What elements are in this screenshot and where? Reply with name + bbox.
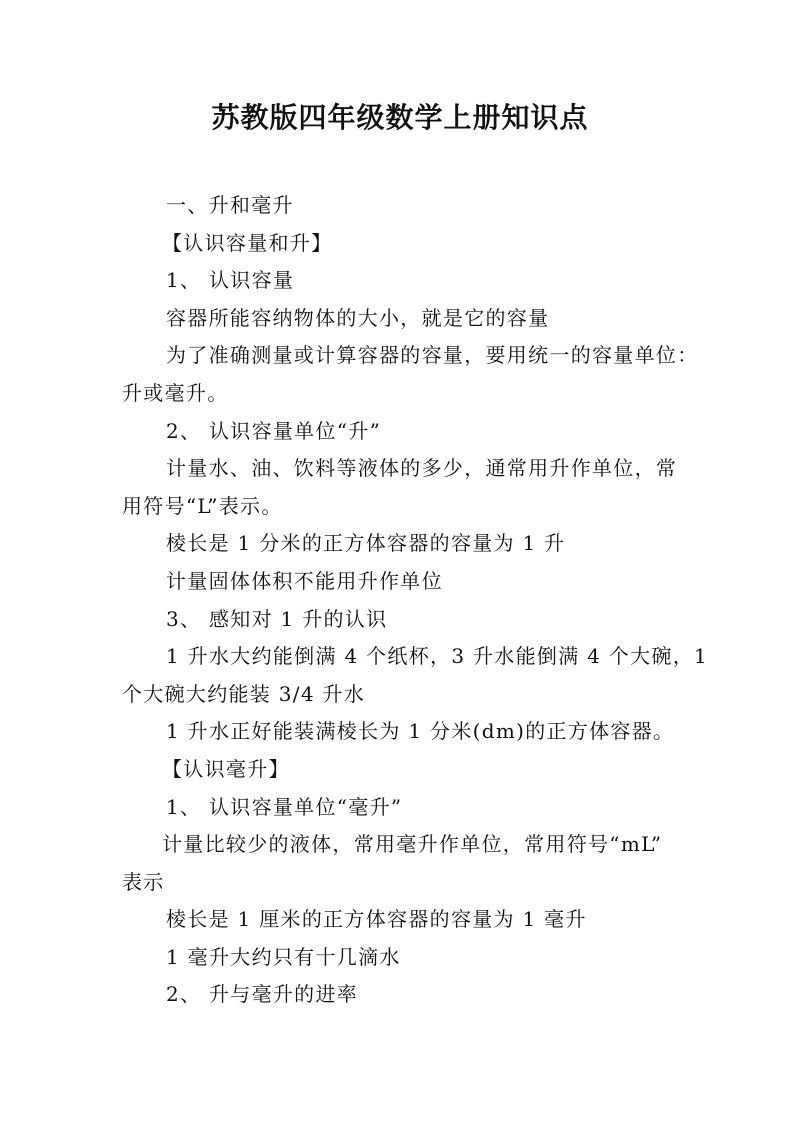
paragraph-line: 计量比较少的液体，常用毫升作单位，常用符号“mL” bbox=[162, 832, 663, 857]
paragraph-continuation: 表示 bbox=[122, 869, 165, 894]
paragraph-line: 为了准确测量或计算容器的容量，要用统一的容量单位： bbox=[166, 343, 699, 368]
subsection-heading: 【认识容量和升】 bbox=[162, 230, 333, 255]
paragraph-line: 棱长是 1 分米的正方体容器的容量为 1 升 bbox=[166, 531, 566, 556]
paragraph-line: 1 升水大约能倒满 4 个纸杯，3 升水能倒满 4 个大碗，1 bbox=[166, 644, 709, 669]
numbered-item: 2、 认识容量单位“升” bbox=[166, 418, 382, 443]
paragraph-line: 容器所能容纳物体的大小，就是它的容量 bbox=[166, 305, 550, 330]
document-title: 苏教版四年级数学上册知识点 bbox=[211, 101, 589, 134]
paragraph-continuation: 个大碗大约能装 3/4 升水 bbox=[122, 681, 366, 706]
section-heading: 一、升和毫升 bbox=[166, 193, 294, 217]
numbered-item: 3、 感知对 1 升的认识 bbox=[166, 606, 388, 631]
paragraph-line: 计量固体体积不能用升作单位 bbox=[166, 568, 443, 593]
numbered-item: 1、 认识容量单位“毫升” bbox=[166, 794, 403, 819]
paragraph-line: 1 毫升大约只有十几滴水 bbox=[166, 944, 401, 969]
subsection-heading: 【认识毫升】 bbox=[162, 756, 290, 781]
paragraph-continuation: 用符号“L”表示。 bbox=[122, 493, 283, 518]
document-body bbox=[122, 187, 709, 1014]
paragraph-line: 计量水、油、饮料等液体的多少，通常用升作单位，常 bbox=[166, 456, 678, 481]
numbered-item: 1、 认识容量 bbox=[166, 268, 295, 293]
numbered-item: 2、 升与毫升的进率 bbox=[166, 982, 359, 1007]
paragraph-continuation: 升或毫升。 bbox=[122, 380, 229, 405]
paragraph-line: 棱长是 1 厘米的正方体容器的容量为 1 毫升 bbox=[166, 907, 587, 932]
paragraph-line: 1 升水正好能装满棱长为 1 分米(dm)的正方体容器。 bbox=[166, 719, 675, 744]
